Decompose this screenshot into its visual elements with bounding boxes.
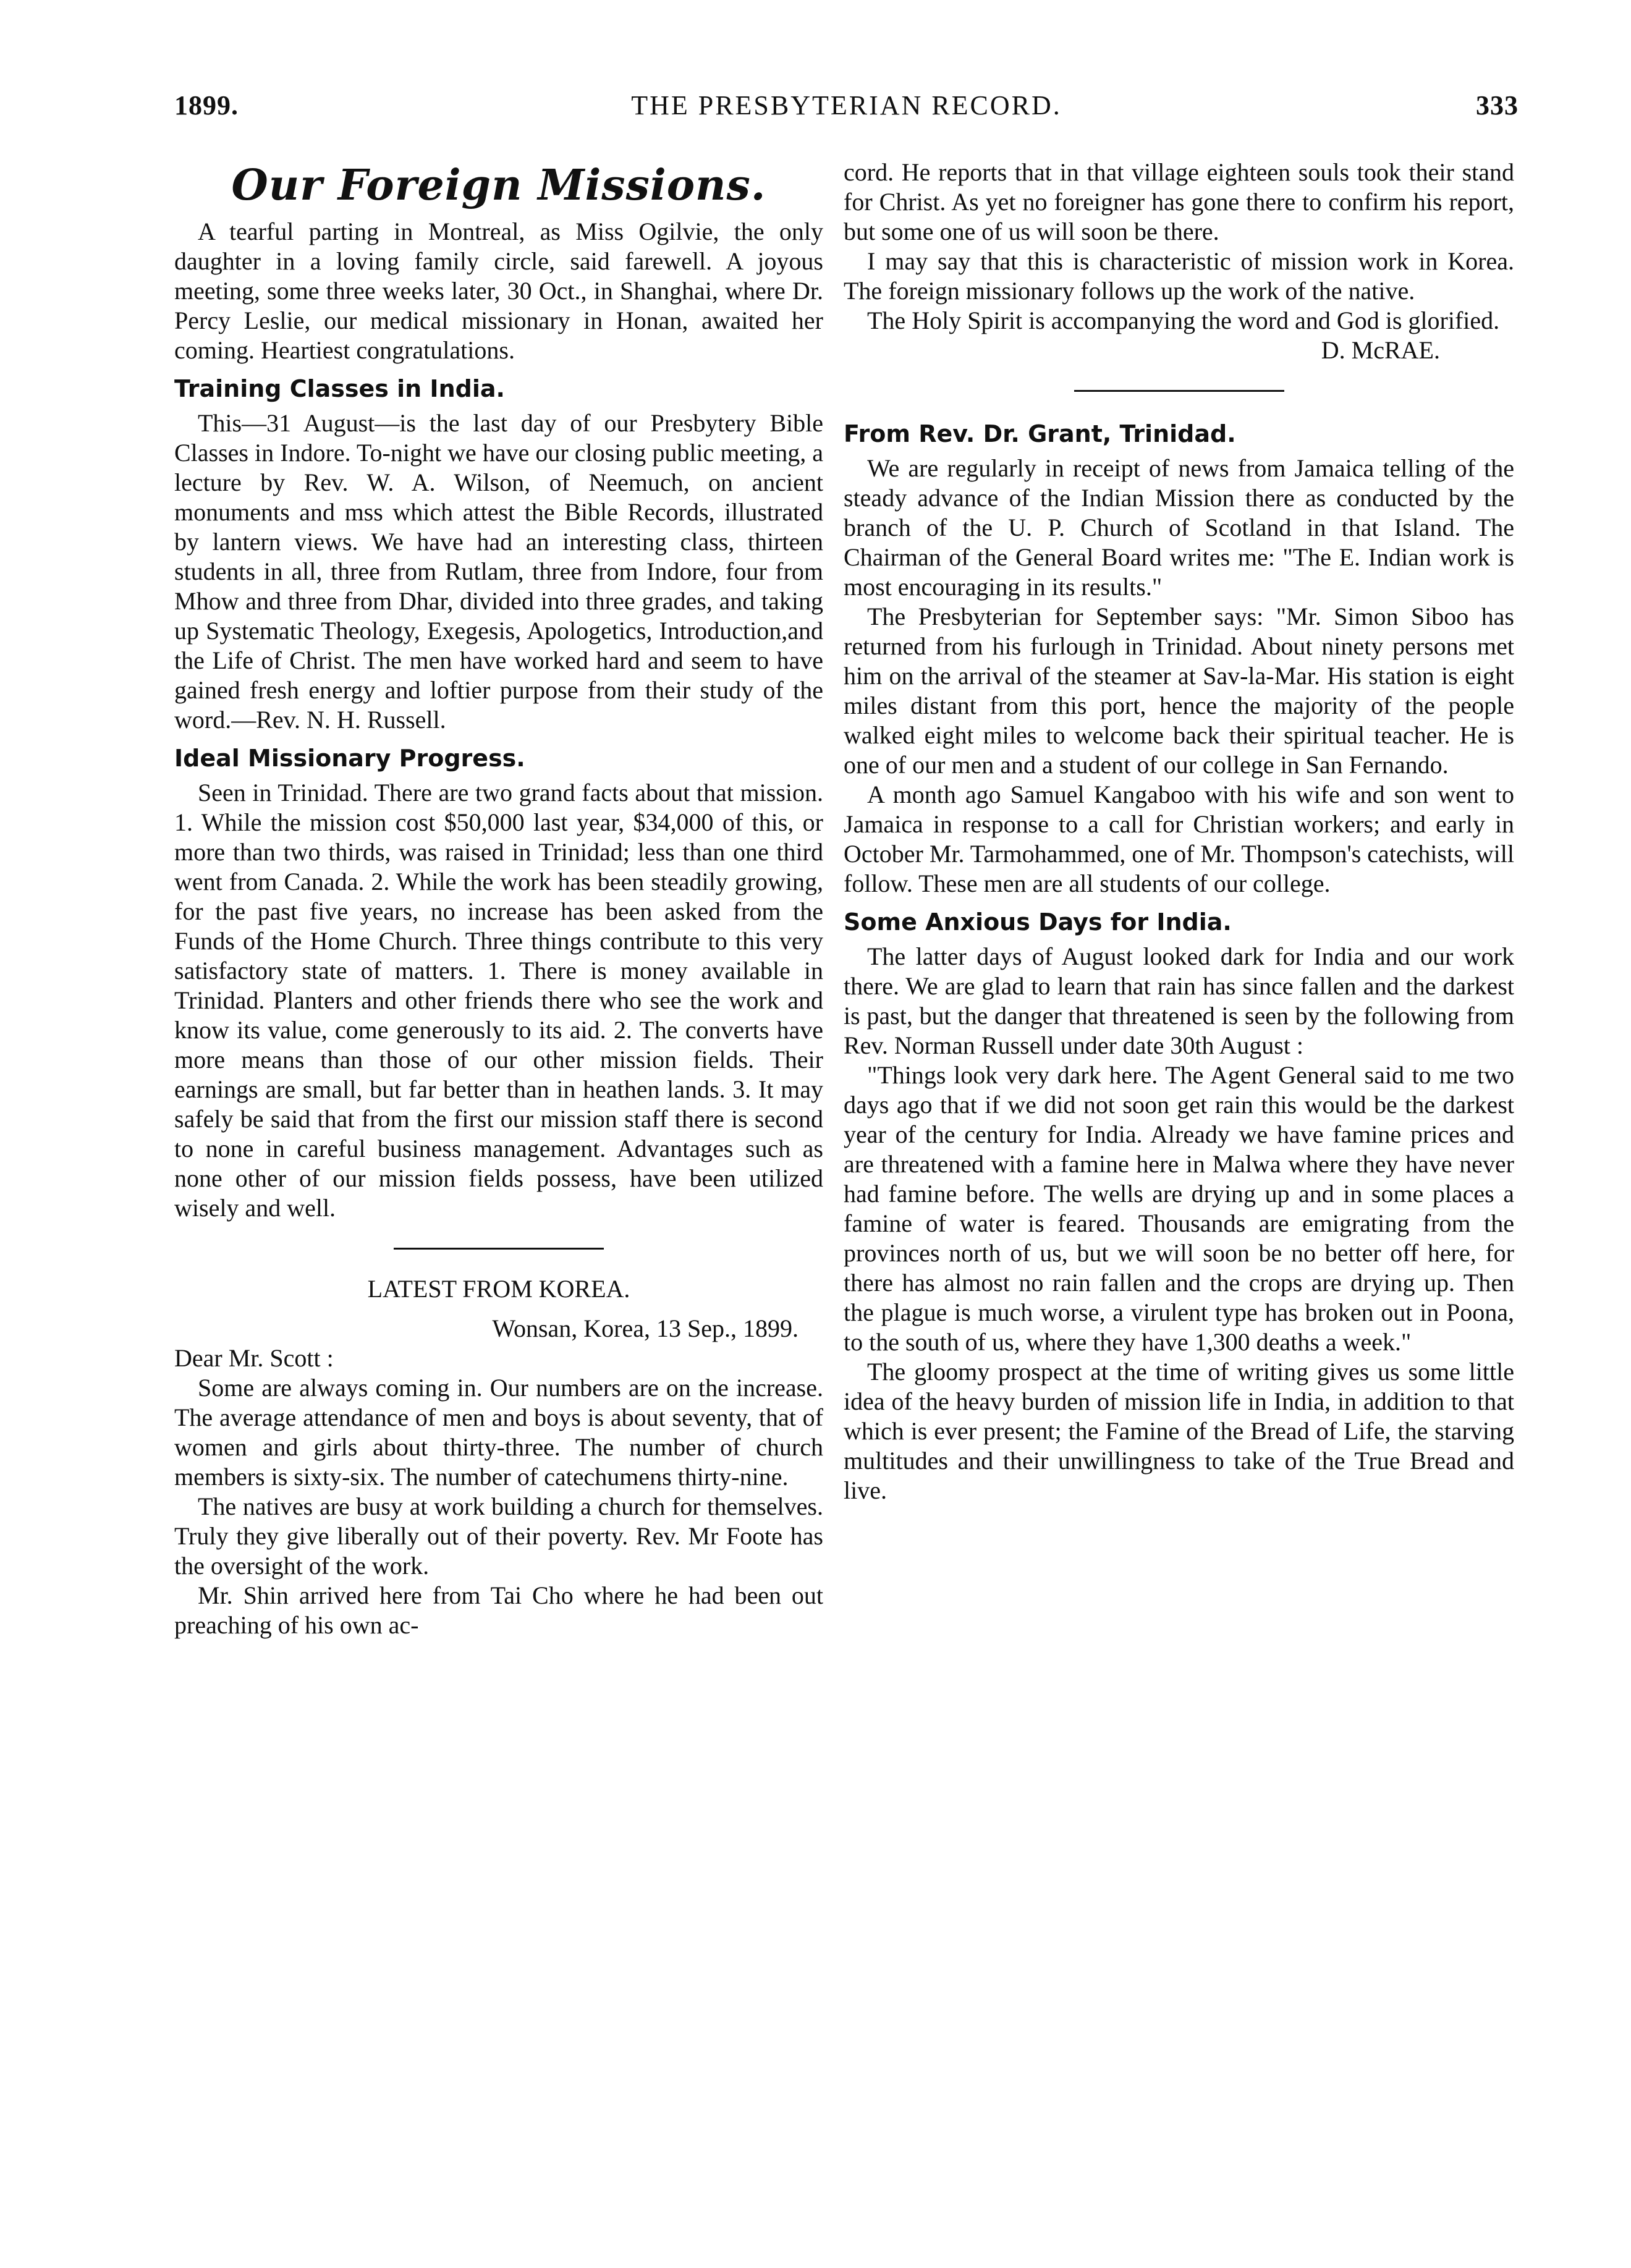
korea-dateline: Wonsan, Korea, 13 Sep., 1899. [492,1314,799,1342]
anxious-paragraph-1: The latter days of August looked dark for India and our work there. We are glad to learn that rain has since fallen and the darkest is past, but the danger that threatened is seen by the following from Rev. Norman Russell under date 30th August : [844,942,1514,1059]
left-column [174,158,823,1640]
korea-paragraph-1: Some are always coming in. Our numbers are on the increase. The average attendance of men and boys is about seventy, that of women and girls about thirty-three. The number of church members is sixty-six. The number of catechumens thirty-nine. [174,1374,823,1491]
korea-signature: D. McRAE. [1321,336,1440,364]
header-journal-title: THE PRESBYTERIAN RECORD. [631,90,1062,121]
grant-paragraph-2: The Presbyterian for September says: "Mr. Simon Siboo has returned from his furlough in Trinidad. About ninety persons met him on the arrival of the steamer at Sav-la-Mar. His station is eight miles distant from this port, hence the majority of the people walked eight miles to welcome back their spiritual teacher. He is one of our men and a student of our college in San Fernando. [844,603,1514,779]
article-heading-grant: From Rev. Dr. Grant, Trinidad. [844,420,1236,447]
korea-paragraph-5: The Holy Spirit is accompanying the word and God is glorified. [867,307,1500,334]
anxious-paragraph-2: "Things look very dark here. The Agent General said to me two days ago that if we did not soon get rain this would be the darkest year of the century for India. Already we have famine prices and are threatened with a famine here in Malwa where they have never had famine before. The wells are drying up and in some places a famine of water is feared. Thousands are emigrating from the provinces north of us, but we will soon be no better off here, for there has almost no rain fallen and the crops are drying up. Then the plague is much worse, a virulent type has broken out in Poona, to the south of us, where they have 1,300 deaths a week." [844,1061,1514,1356]
korea-continuation: cord. He reports that in that village eighteen souls took their stand for Christ. As yet no foreigner has gone there to confirm his report, but some one of us will soon be there. [844,158,1514,245]
article-heading-anxious: Some Anxious Days for India. [844,908,1232,936]
right-column [844,158,1514,1505]
section-divider [1074,390,1284,392]
anxious-paragraph-3: The gloomy prospect at the time of writing gives us some little idea of the heavy burden of mission life in India, in addition to that which is ever present; the Famine of the Bread of Life, the starving multitudes and their unwillingness to take of the True Bread and live. [844,1358,1514,1504]
running-header [174,90,1519,133]
article-heading-training: Training Classes in India. [174,375,505,402]
section-title: Our Foreign Missions. [231,161,766,210]
header-year: 1899. [174,90,239,121]
article-heading-ideal: Ideal Missionary Progress. [174,745,525,772]
intro-paragraph: A tearful parting in Montreal, as Miss Ogilvie, the only daughter in a loving family circle, said farewell. A joyous meeting, some three weeks later, 30 Oct., in Shanghai, where Dr. Percy Leslie, our medical missionary in Honan, awaited her coming. Heartiest congratulations. [174,218,823,364]
korea-paragraph-3: Mr. Shin arrived here from Tai Cho where he had been out preaching of his own ac- [174,1581,823,1639]
korea-paragraph-4: I may say that this is characteristic of mission work in Korea. The foreign missionary follows up the work of the native. [844,247,1514,305]
grant-paragraph-3: A month ago Samuel Kangaboo with his wife and son went to Jamaica in response to a call for Christian workers; and early in October Mr. Tarmohammed, one of Mr. Thompson's catechists, will follow. These men are all students of our college. [844,781,1514,897]
korea-paragraph-2: The natives are busy at work building a church for themselves. Truly they give liberally out of their poverty. Rev. Mr Foote has the oversight of the work. [174,1492,823,1580]
article-heading-korea: LATEST FROM KOREA. [367,1275,630,1303]
header-page-number: 333 [1476,90,1519,121]
grant-paragraph-1: We are regularly in receipt of news from Jamaica telling of the steady advance of the Indian Mission there as conducted by the branch of the U. P. Church of Scotland in that Island. The Chairman of the General Board writes me: "The E. Indian work is most encouraging in its results." [844,454,1514,601]
section-divider [394,1248,604,1250]
ideal-paragraph: Seen in Trinidad. There are two grand facts about that mission. 1. While the mission cost $50,000 last year, $34,000 of this, or more than two thirds, was raised in Trinidad; less than one third went from Canada. 2. While the work has been steadily growing, for the past five years, no increase has been asked from the Funds of the Home Church. Three things contribute to this very satisfactory state of matters. 1. There is money available in Trinidad. Planters and other friends there who see the work and know its value, come generously to its aid. 2. The converts have more means than those of our other mission fields. Their earnings are small, but far better than in heathen lands. 3. It may safely be said that from the first our mission staff there is second to none in careful business management. Advantages such as none other of our mission fields possess, have been utilized wisely and well. [174,779,823,1222]
training-paragraph: This—31 August—is the last day of our Presbytery Bible Classes in Indore. To-night we have our closing public meeting, a lecture by Rev. W. A. Wilson, of Neemuch, on ancient monuments and mss which attest the Bible Records, illustrated by lantern views. We have had an interesting class, thirteen students in all, three from Rutlam, three from Indore, four from Mhow and three from Dhar, divided into three grades, and taking up Systematic Theology, Exegesis, Apologetics, Introduction,and the Life of Christ. The men have worked hard and seem to have gained fresh energy and loftier purpose from their study of the word.—Rev. N. H. Russell. [174,409,823,734]
korea-salutation: Dear Mr. Scott : [174,1344,334,1372]
